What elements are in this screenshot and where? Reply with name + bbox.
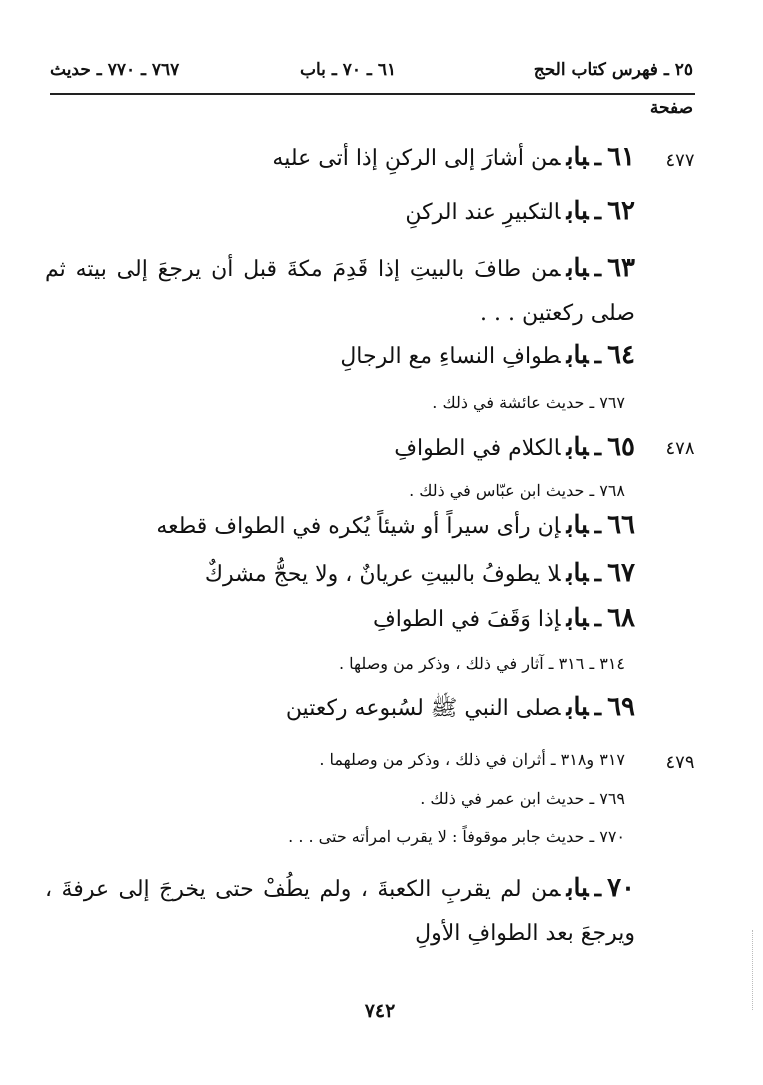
chapter-number: ٦٥ [607, 432, 635, 462]
chapter-title: لا يطوفُ بالبيتِ عريانٌ ، ولا يحجُّ مشركٌ [204, 562, 561, 587]
chapter-number: ٦٣ [607, 253, 635, 283]
chapter-title: من لم يقربِ الكعبةَ ، ولم يطُفْ حتى يخرجَ إلى عرفةَ ، ويرجعَ بعد الطوافِ الأولِ [45, 877, 635, 946]
chapter-entry-68 [373, 603, 635, 633]
chapter-entry-69 [286, 692, 635, 726]
running-header-chapter: ٢٥ ـ فهرس كتاب الحج [533, 60, 693, 80]
scan-edge-mark [752, 930, 753, 1010]
chapter-entry-62 [405, 196, 635, 226]
athar-entry-317-318: ٣١٧ و٣١٨ ـ أثران في ذلك ، وذكر من وصلهما . [319, 750, 625, 769]
chapter-title: من طافَ بالبيتِ إذا قَدِمَ مكةَ قبل أن يرجعَ إلى بيته ثم صلى ركعتين . . . [45, 257, 635, 326]
hadith-entry-769: ٧٦٩ ـ حديث ابن عمر في ذلك . [420, 789, 625, 808]
bab-label: باب [566, 340, 589, 369]
running-header-chapter-range: ٦١ ـ ٧٠ ـ باب [300, 60, 397, 80]
chapter-number: ٦٩ [607, 692, 635, 722]
bab-label: باب [566, 510, 589, 539]
bab-label: باب [566, 253, 589, 282]
chapter-title: صلى النبي ﷺ لسُبوعه ركعتين [285, 696, 561, 721]
page-ref-477: ٤٧٧ [665, 150, 695, 171]
dash: ـ [594, 606, 602, 632]
page-ref-478: ٤٧٨ [665, 438, 695, 459]
chapter-number: ٦١ [607, 142, 635, 172]
chapter-number: ٦٦ [607, 510, 635, 540]
dash: ـ [594, 145, 602, 171]
chapter-entry-65 [394, 432, 635, 462]
chapter-entry-61 [272, 142, 635, 172]
page-column-heading: صفحة [649, 98, 693, 118]
dash: ـ [594, 513, 602, 539]
bab-label: باب [566, 603, 589, 632]
chapter-number: ٦٨ [607, 603, 635, 633]
dash: ـ [594, 876, 602, 902]
running-header-hadith-range: ٧٦٧ ـ ٧٧٠ ـ حديث [50, 60, 180, 80]
dash: ـ [594, 256, 602, 282]
hadith-entry-767: ٧٦٧ ـ حديث عائشة في ذلك . [432, 393, 625, 412]
chapter-entry-64 [340, 340, 635, 370]
chapter-number: ٧٠ [607, 873, 635, 903]
chapter-title: إذا وَقَفَ في الطوافِ [372, 607, 561, 632]
dash: ـ [594, 435, 602, 461]
chapter-title: طوافِ النساءِ مع الرجالِ [340, 344, 561, 369]
hadith-entry-768: ٧٦٨ ـ حديث ابن عبّاس في ذلك . [409, 481, 625, 500]
dash: ـ [594, 199, 602, 225]
chapter-title: الكلام في الطوافِ [394, 436, 561, 461]
dash: ـ [594, 695, 602, 721]
chapter-number: ٦٤ [607, 340, 635, 370]
bab-label: باب [566, 432, 589, 461]
hadith-entry-770: ٧٧٠ ـ حديث جابر موقوفاً : لا يقرب امرأته حتى . . . [288, 827, 625, 846]
chapter-number: ٦٢ [607, 196, 635, 226]
page-number: ٧٤٢ [364, 1000, 396, 1022]
bab-label: باب [566, 196, 589, 225]
bab-label: باب [566, 558, 589, 587]
chapter-entry-63 [45, 246, 635, 336]
chapter-entry-67 [205, 558, 635, 588]
dash: ـ [594, 343, 602, 369]
chapter-title: التكبيرِ عند الركنِ [405, 200, 561, 225]
header-rule [50, 93, 695, 95]
athar-entry-314-316: ٣١٤ ـ ٣١٦ ـ آثار في ذلك ، وذكر من وصلها . [338, 654, 625, 673]
chapter-entry-66 [156, 510, 635, 540]
chapter-entry-70 [45, 866, 635, 956]
bab-label: باب [566, 142, 589, 171]
chapter-title: إن رأى سيراً أو شيئاً يُكره في الطواف قطعه [156, 514, 561, 539]
bab-label: باب [566, 692, 589, 721]
dash: ـ [594, 561, 602, 587]
bab-label: باب [566, 873, 589, 902]
page-ref-479: ٤٧٩ [665, 752, 695, 773]
chapter-title: من أشارَ إلى الركنِ إذا أتى عليه [272, 146, 561, 171]
chapter-number: ٦٧ [607, 558, 635, 588]
